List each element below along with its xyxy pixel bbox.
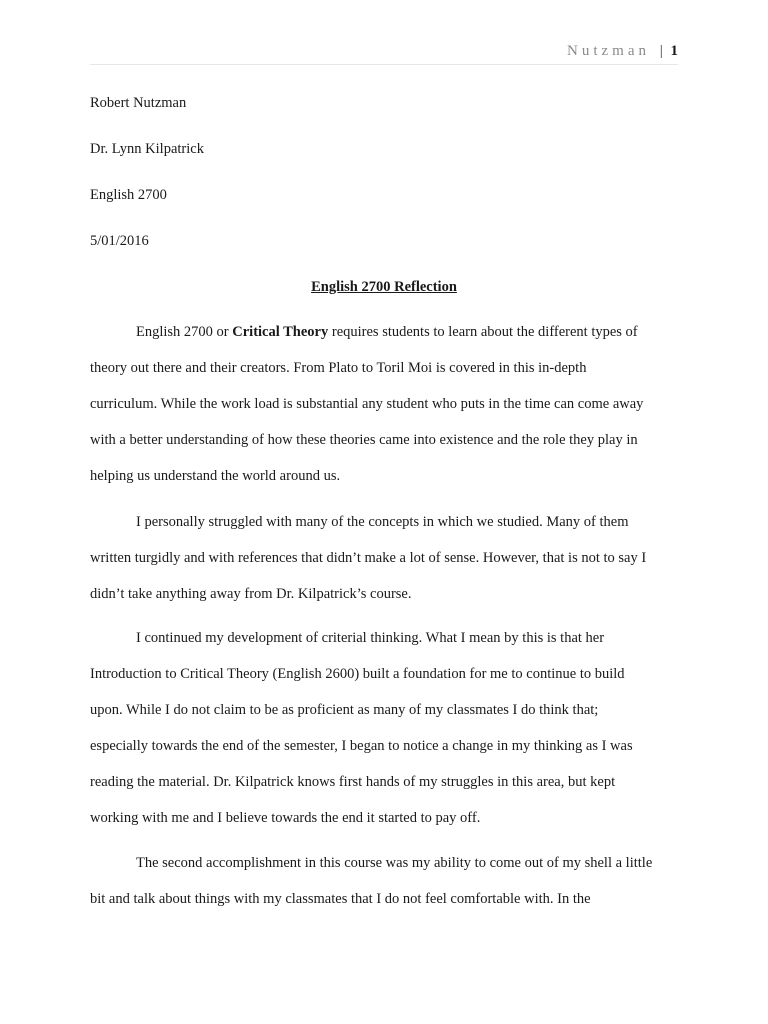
date: 5/01/2016: [90, 233, 149, 249]
student-name: Robert Nutzman: [90, 95, 187, 111]
paragraph-2-line-1: I personally struggled with many of the concepts in which we studied. Many of them: [136, 514, 629, 530]
paragraph-3-line-1: I continued my development of criterial thinking. What I mean by this is that her: [136, 630, 605, 646]
header-page-number: 1: [670, 43, 678, 59]
p1-text-b: requires students to learn about the different types of: [328, 324, 638, 340]
paragraph-3-line-6: working with me and I believe towards the end it started to pay off.: [90, 810, 481, 826]
paragraph-3-line-2: Introduction to Critical Theory (English 2600) built a foundation for me to continue to build: [90, 666, 625, 682]
paragraph-4-line-2: bit and talk about things with my classmates that I do not feel comfortable with. In the: [90, 891, 591, 907]
essay-title: English 2700 Reflection: [311, 279, 457, 295]
header-author: Nutzman: [567, 43, 650, 59]
paragraph-1-line-4: with a better understanding of how these theories came into existence and the role they play in: [90, 432, 638, 448]
paragraph-4-line-1: The second accomplishment in this course was my ability to come out of my shell a little: [136, 855, 653, 871]
header-separator: |: [659, 43, 663, 59]
page-header: [567, 43, 678, 60]
paragraph-3-line-4: especially towards the end of the semester, I began to notice a change in my thinking as I was: [90, 738, 633, 754]
p1-bold-term: Critical Theory: [232, 324, 329, 340]
paragraph-3-line-3: upon. While I do not claim to be as proficient as many of my classmates I do think that;: [90, 702, 599, 718]
paragraph-2-line-3: didn’t take anything away from Dr. Kilpatrick’s course.: [90, 586, 412, 602]
instructor-name: Dr. Lynn Kilpatrick: [90, 141, 204, 157]
paragraph-1-line-3: curriculum. While the work load is substantial any student who puts in the time can come away: [90, 396, 644, 412]
paragraph-1-line-2: theory out there and their creators. From Plato to Toril Moi is covered in this in-depth: [90, 360, 587, 376]
paragraph-2-line-2: written turgidly and with references that didn’t make a lot of sense. However, that is not to say I: [90, 550, 647, 566]
course-name: English 2700: [90, 187, 167, 203]
p1-text-a: English 2700 or: [136, 324, 233, 340]
paragraph-3-line-5: reading the material. Dr. Kilpatrick knows first hands of my struggles in this area, but kept: [90, 774, 616, 790]
header-divider: [90, 64, 678, 65]
paragraph-1-line-1: [136, 323, 638, 341]
paragraph-1-line-5: helping us understand the world around us.: [90, 468, 341, 484]
